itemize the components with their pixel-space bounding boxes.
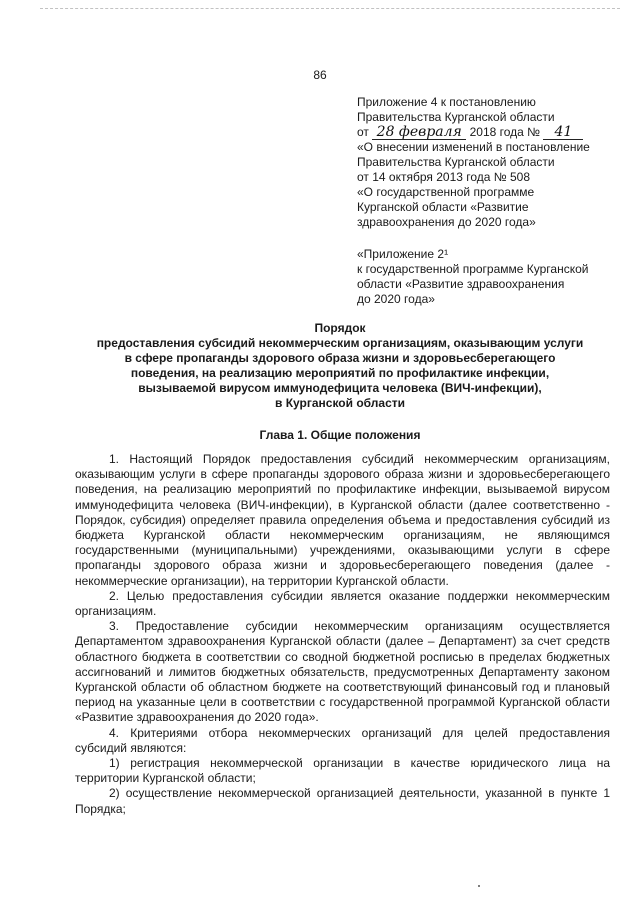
appendix-line: здравоохранения до 2020 года» bbox=[357, 215, 536, 229]
appendix2-line: до 2020 года» bbox=[357, 292, 435, 306]
paragraph: 2) осуществление некоммерческой организацией деятельности, указанной в пункте 1 Порядка; bbox=[75, 786, 610, 816]
page-number: 86 bbox=[313, 68, 327, 82]
appendix-line: «О государственной программе bbox=[357, 185, 535, 199]
appendix-line: Приложение 4 к постановлению bbox=[357, 95, 536, 109]
appendix-line: Правительства Курганской области bbox=[357, 155, 555, 169]
paragraph: 3. Предоставление субсидии некоммерческим организациям осуществляется Департаментом здравоохранения Курганской области (далее – Департамент) за счет средств областного бюджета в соответствии со сводной бюджетной росписью в пределах бюджетных ассигнований и лимитов бюджетных обязательств, предусмотренных Департаменту законом Курганской области об областном бюджете на соответствующий финансовый год и плановый период на указанные цели в соответствии с государственной программой Курганской области «Развитие здравоохранения до 2020 года». bbox=[75, 619, 610, 725]
appendix-line: «О внесении изменений в постановление bbox=[357, 140, 590, 154]
title-line: в сфере пропаганды здорового образа жизни и здоровьесберегающего bbox=[124, 351, 556, 365]
document-title bbox=[40, 321, 640, 411]
document-body bbox=[75, 452, 610, 817]
appendix-2-header bbox=[357, 247, 627, 307]
appendix-date-line bbox=[357, 125, 627, 140]
title-line: предоставления субсидий некоммерческим организациям, оказывающим услуги bbox=[96, 336, 584, 350]
date-prefix: от bbox=[357, 125, 369, 139]
title-line: Порядок bbox=[314, 321, 366, 335]
scan-artifact-line bbox=[40, 8, 620, 10]
appendix-header bbox=[357, 95, 627, 230]
paragraph: 1. Настоящий Порядок предоставления субсидий некоммерческим организациям, оказывающим услуги в сфере пропаганды здорового образа жизни и здоровьесберегающего поведения, на реализацию мероприятий по профилактике инфекции, вызываемой вирусом иммунодефицита человека (ВИЧ-инфекции), в Курганской области (далее соответственно - Порядок, субсидия) определяет правила определения объема и предоставления субсидий из бюджета Курганской области некоммерческим организациям, не являющимся государственными (муниципальными) учреждениями, оказывающими услуги в сфере пропаганды здорового образа жизни и здоровьесберегающего поведения (далее - некоммерческие организации), на территории Курганской области. bbox=[75, 452, 610, 588]
appendix-line: от 14 октября 2013 года № 508 bbox=[357, 170, 531, 184]
appendix2-line: области «Развитие здравоохранения bbox=[357, 277, 565, 291]
chapter-heading: Глава 1. Общие положения bbox=[259, 428, 421, 442]
appendix-line: Правительства Курганской области bbox=[357, 110, 555, 124]
title-line: вызываемой вирусом иммунодефицита человека (ВИЧ-инфекции), bbox=[138, 381, 542, 395]
paragraph: 2. Целью предоставления субсидии является оказание поддержки некоммерческим организациям. bbox=[75, 588, 610, 619]
date-mid: 2018 года № bbox=[469, 125, 541, 139]
title-line: поведения, на реализацию мероприятий по профилактике инфекции, bbox=[130, 366, 550, 380]
handwritten-date: 28 февраля bbox=[372, 126, 466, 140]
appendix2-line: «Приложение 2¹ bbox=[357, 247, 449, 261]
scan-artifact-dot bbox=[478, 885, 480, 887]
paragraph: 1) регистрация некоммерческой организации в качестве юридического лица на территории Курганской области; bbox=[75, 756, 610, 786]
handwritten-number: 41 bbox=[543, 126, 583, 140]
title-line: в Курганской области bbox=[274, 396, 406, 410]
paragraph: 4. Критериями отбора некоммерческих организаций для целей предоставления субсидий являются: bbox=[75, 725, 610, 755]
appendix2-line: к государственной программе Курганской bbox=[357, 262, 589, 276]
appendix-line: Курганской области «Развитие bbox=[357, 200, 529, 214]
